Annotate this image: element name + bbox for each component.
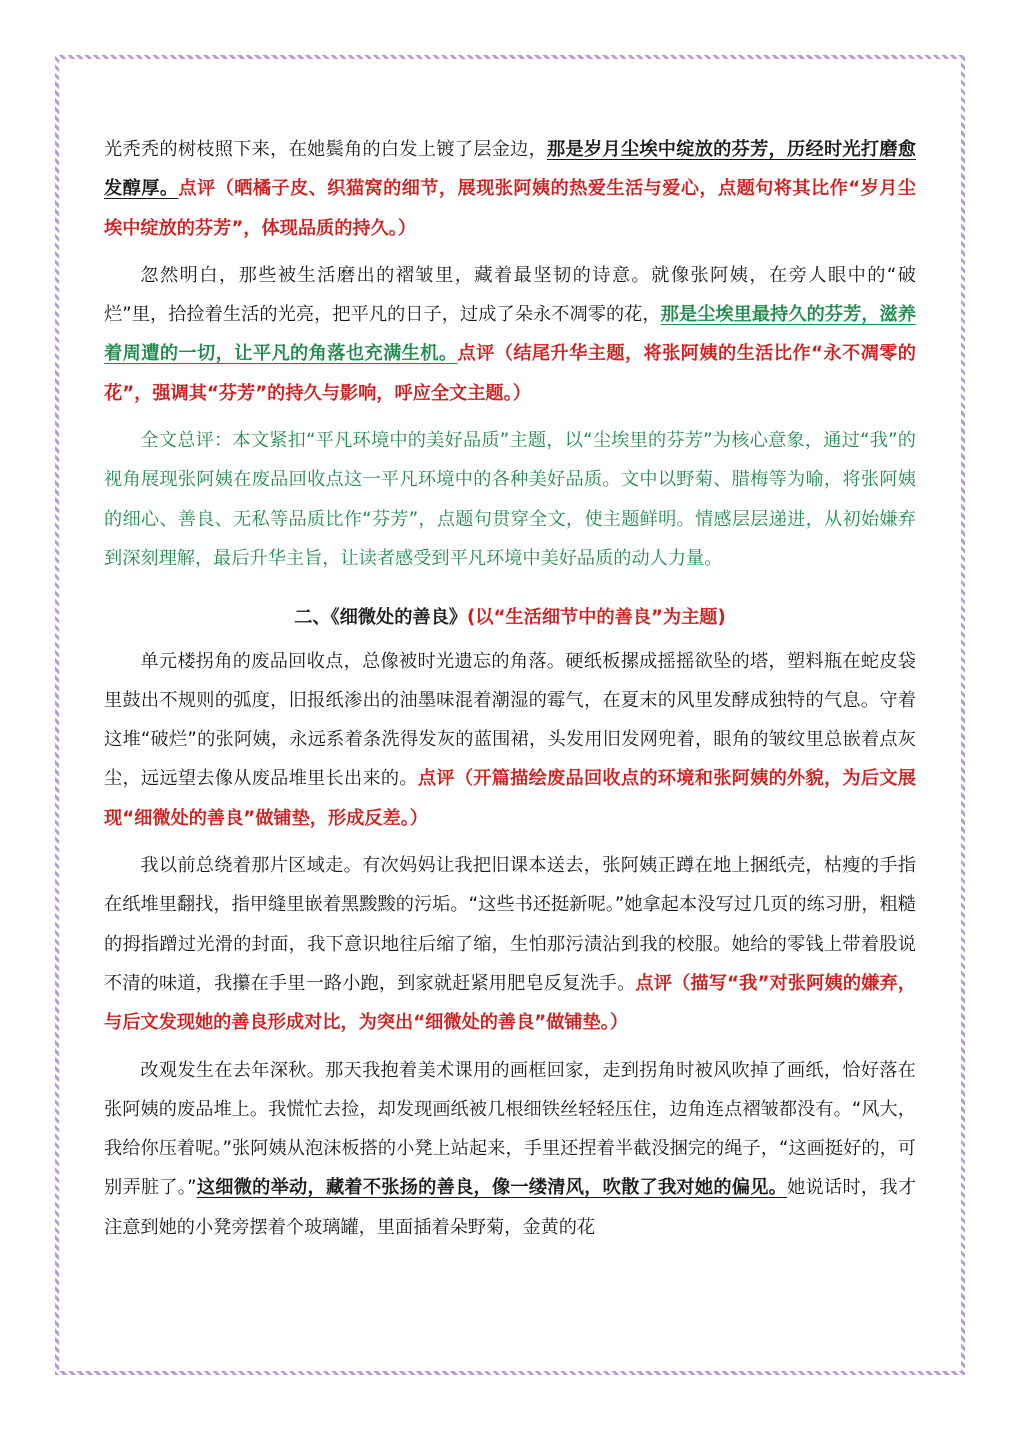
para4-text: 我以前总绕着那片区域走。有次妈妈让我把旧课本送去，张阿姨正蹲在地上捆纸壳，枯瘦的手指在纸堆里翻找，指甲缝里嵌着黑黢黢的污垢。“这些书还挺新呢。”她拿起本没写过几页的练习册，粗糙的拇指蹭过光滑的封面，我下意识地往后缩了缩，生怕那污渍沾到我的校服。她给的零钱上带着股说不清的味道，我攥在手里一路小跑，到家就赶紧用肥皂反复洗手。 [104,855,916,994]
para1-key-sentence: 那是岁月尘埃中绽放的芬芳，历经时光打磨愈发醇厚。 [104,139,916,200]
section-subtitle: (以“生活细节中的善良”为主题) [466,607,726,629]
para2-comment: 点评（结尾升华主题，将张阿姨的生活比作“永不凋零的花”，强调其“芬芳”的持久与影响，呼应全文主题。） [104,343,916,404]
para5-tail: 她说话时，我才注意到她的小凳旁摆着个玻璃罐，里面插着朵野菊，金黄的花 [104,1177,916,1238]
para4-comment: 点评（描写“我”对张阿姨的嫌弃，与后文发现她的善良形成对比，为突出“细微处的善良”做铺垫。） [104,972,916,1034]
para3-comment: 点评（开篇描绘废品回收点的环境和张阿姨的外貌，为后文展现“细微处的善良”做铺垫，形成反差。） [104,768,916,829]
para5-text: 改观发生在去年深秋。那天我抱着美术课用的画框回家，走到拐角时被风吹掉了画纸，恰好落在张阿姨的废品堆上。我慌忙去捡，却发现画纸被几根细铁丝轻轻压住，边角连点褶皱都没有。“风大，我给你压着呢。”张阿姨从泡沫板搭的小凳上站起来，手里还捏着半截没捆完的绳子，“这画挺好的，可别弄脏了。” [104,1059,916,1199]
para3-text: 单元楼拐角的废品回收点，总像被时光遗忘的角落。硬纸板摞成摇摇欲坠的塔，塑料瓶在蛇皮袋里鼓出不规则的弧度，旧报纸渗出的油墨味混着潮湿的霉气，在夏末的风里发酵成独特的气息。守着这堆“破烂”的张阿姨，永远系着条洗得发灰的蓝围裙，头发用旧发网兜着，眼角的皱纹里总嵌着点灰尘，远远望去像从废品堆里长出来的。 [104,650,916,790]
section-title-text: 二、《细微处的善良》 [294,607,467,629]
para1-comment: 点评（晒橘子皮、织猫窝的细节，展现张阿姨的热爱生活与爱心，点题句将其比作“岁月尘埃中绽放的芬芳”，体现品质的持久。） [104,178,916,239]
section-title [104,598,916,637]
para2-text: 忽然明白，那些被生活磨出的褶皱里，藏着最坚韧的诗意。就像张阿姨，在旁人眼中的“破烂”里，拾捡着生活的光亮，把平凡的日子，过成了朵永不凋零的花， [104,264,916,326]
para2-key-sentence: 那是尘埃里最持久的芬芳，滋养着周遭的一切，让平凡的角落也充满生机。 [104,304,916,365]
paragraph-3 [104,642,916,838]
para1-text: 光秃秃的树枝照下来，在她鬓角的白发上镀了层金边， [104,139,548,160]
para5-key-sentence: 这细微的举动，藏着不张扬的善良，像一缕清风，吹散了我对她的偏见。 [196,1177,788,1199]
paragraph-4 [104,846,916,1042]
paragraph-2 [104,256,916,413]
paragraph-1 [104,130,916,248]
overall-review: 全文总评：本文紧扣“平凡环境中的美好品质”主题，以“尘埃里的芬芳”为核心意象，通过“我”的视角展现张阿姨在废品回收点这一平凡环境中的各种美好品质。文中以野菊、腊梅等为喻，将张阿姨的细心、善良、无私等品质比作“芬芳”，点题句贯穿全文，使主题鲜明。情感层层递进，从初始嫌弃到深刻理解，最后升华主旨，让读者感受到平凡环境中美好品质的动人力量。 [104,430,916,569]
document-body [104,130,916,1247]
paragraph-5 [104,1051,916,1247]
